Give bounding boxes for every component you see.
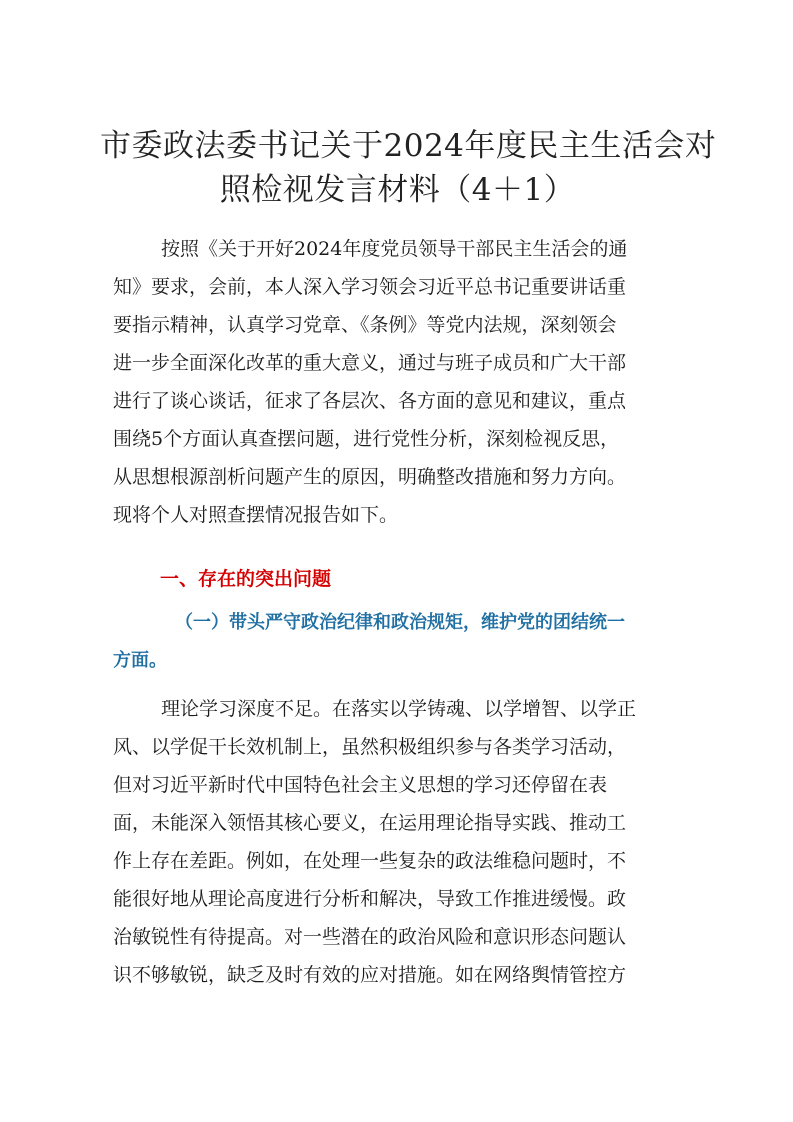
text-line: 现将个人对照查摆情况报告如下。 <box>113 504 399 526</box>
title-line-1: 市委政法委书记关于2024年度民主生活会对 <box>100 128 717 164</box>
title-line-2: 照检视发言材料（4＋1） <box>219 172 576 208</box>
section-heading: 一、存在的突出问题 <box>160 568 332 590</box>
body-paragraph <box>113 690 679 994</box>
text-line: 识不够敏锐，缺乏及时有效的应对措施。如在网络舆情管控方 <box>113 964 627 986</box>
text-line: 按照《关于开好2024年度党员领导干部民主生活会的通 <box>161 238 628 260</box>
text-line: 能很好地从理论高度进行分析和解决，导致工作推进缓慢。政 <box>113 888 627 910</box>
document-title <box>100 124 717 212</box>
text-line: 围绕5个方面认真查摆问题，进行党性分析，深刻检视反思， <box>113 428 620 450</box>
text-line: 从思想根源剖析问题产生的原因，明确整改措施和努力方向。 <box>113 466 627 488</box>
text-line: 要指示精神，认真学习党章、《条例》等党内法规，深刻领会 <box>113 314 617 336</box>
text-line: 进行了谈心谈话，征求了各层次、各方面的意见和建议，重点 <box>113 390 627 412</box>
sub-heading <box>113 604 679 680</box>
text-line: 风、以学促干长效机制上，虽然积极组织参与各类学习活动， <box>113 736 627 758</box>
intro-paragraph <box>113 230 679 534</box>
text-line: 作上存在差距。例如，在处理一些复杂的政法维稳问题时，不 <box>113 850 627 872</box>
text-line: 知》要求，会前，本人深入学习领会习近平总书记重要讲话重 <box>113 276 627 298</box>
text-line: 但对习近平新时代中国特色社会主义思想的学习还停留在表 <box>113 774 608 796</box>
text-line: 理论学习深度不足。在落实以学铸魂、以学增智、以学正 <box>161 698 637 720</box>
sub-heading-line: 方面。 <box>113 650 167 671</box>
text-line: 进一步全面深化改革的重大意义，通过与班子成员和广大干部 <box>113 352 627 374</box>
text-line: 面，未能深入领悟其核心要义，在运用理论指导实践、推动工 <box>113 812 627 834</box>
sub-heading-line: （一）带头严守政治纪律和政治规矩，维护党的团结统一 <box>175 612 625 633</box>
text-line: 治敏锐性有待提高。对一些潜在的政治风险和意识形态问题认 <box>113 926 627 948</box>
